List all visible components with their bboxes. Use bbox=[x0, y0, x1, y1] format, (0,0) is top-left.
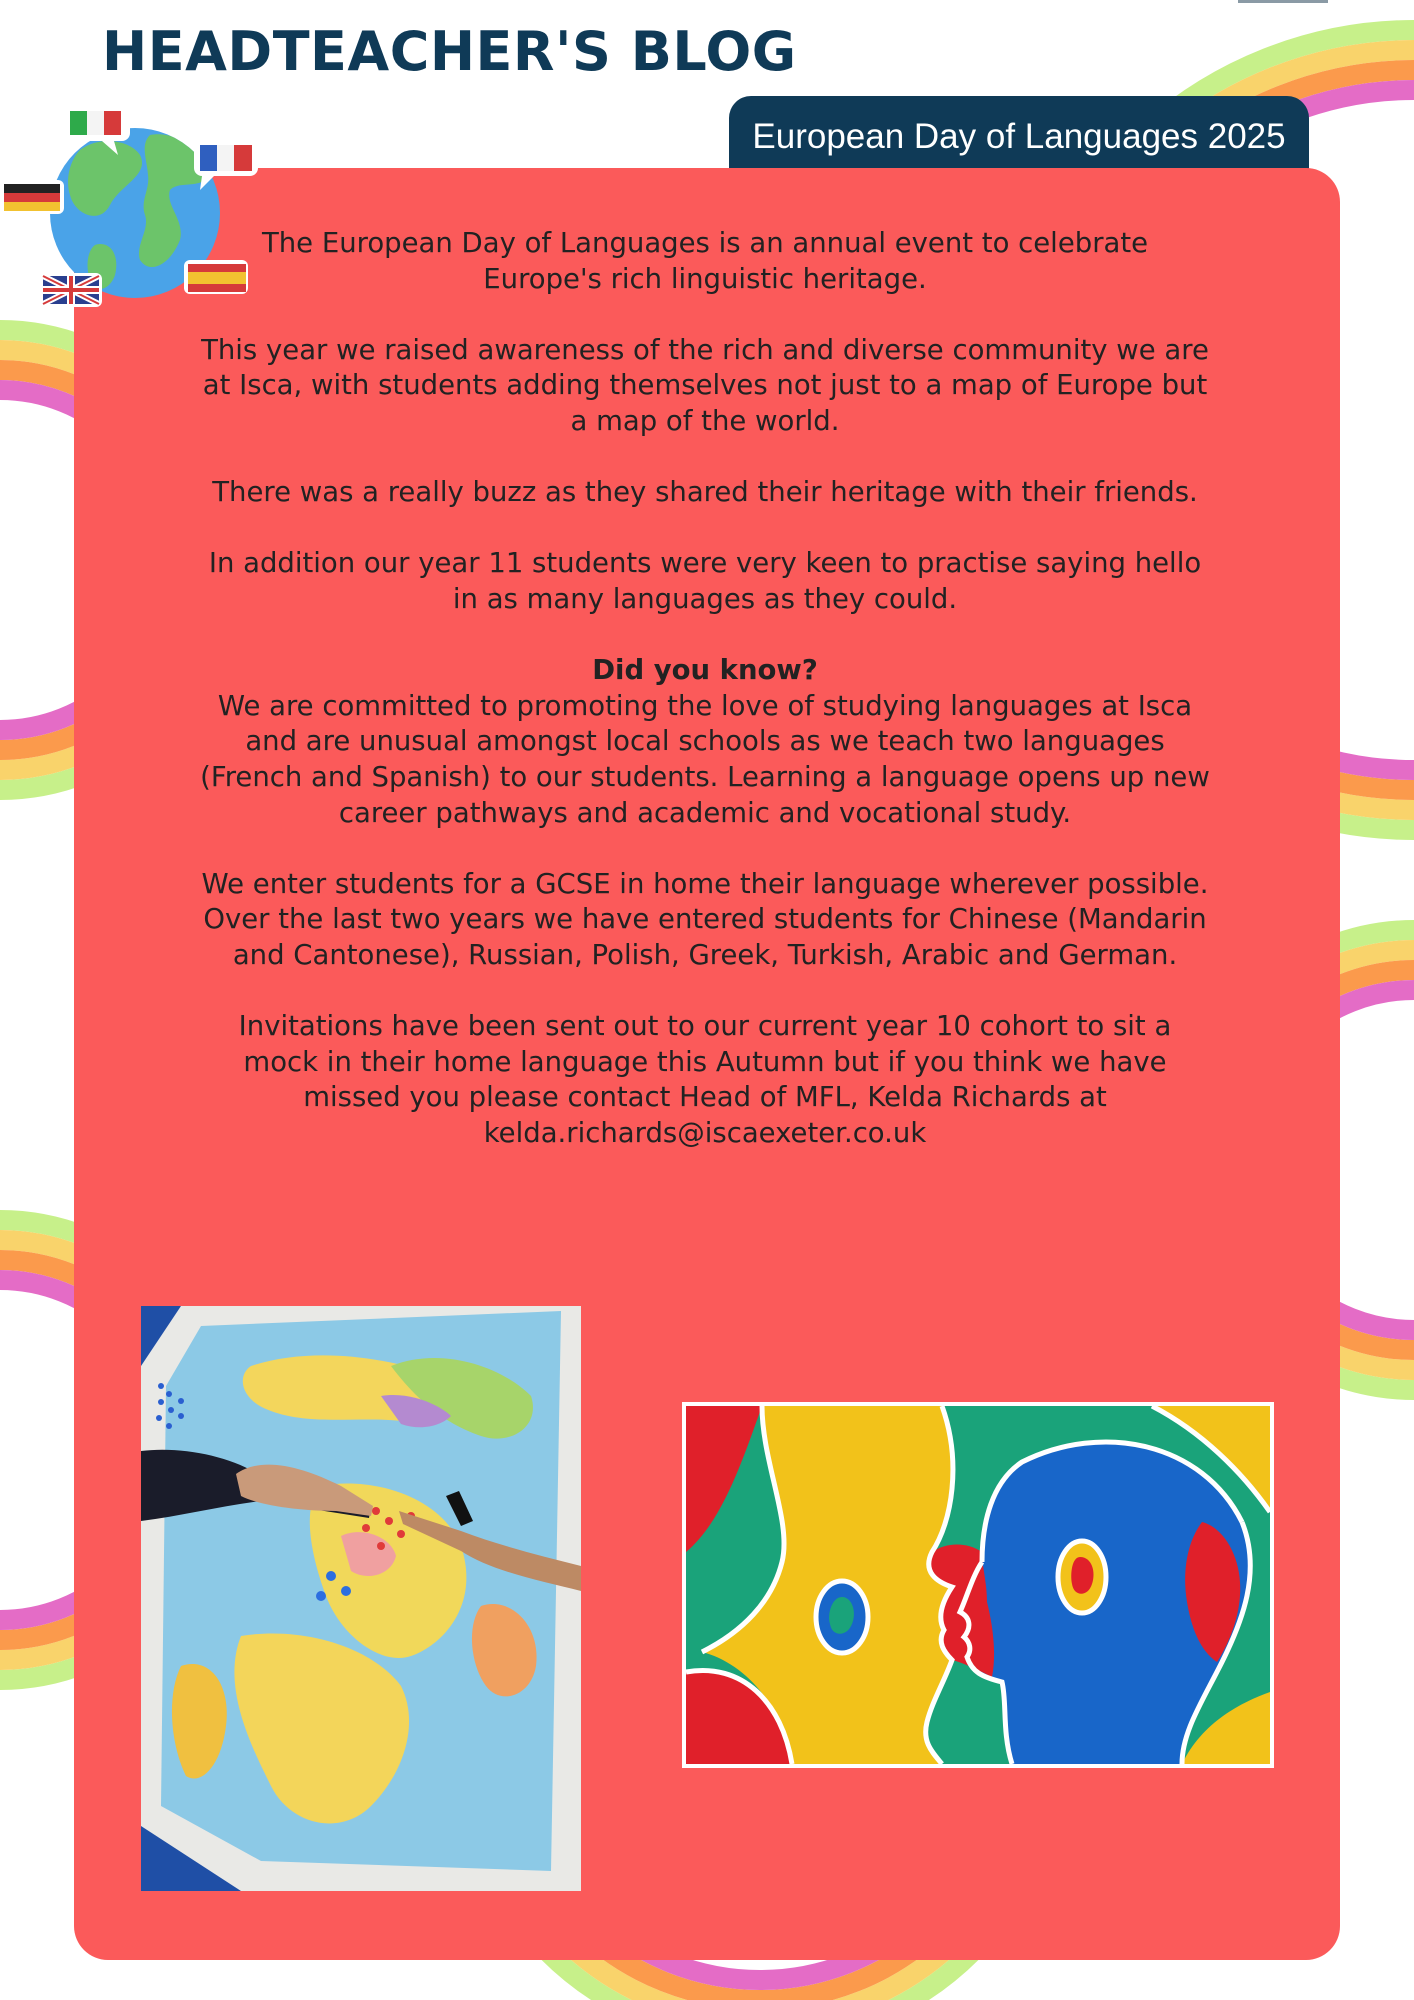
entered-languages-text: Over the last two years we have entered students for Chinese (Mandarin and Cantonese), Russian, Polish, Greek, Turkish, Arabic and German. bbox=[203, 903, 1207, 971]
gcse-home-language-text: We enter students for a GCSE in home their language wherever possible. bbox=[201, 867, 1209, 900]
gcse-section bbox=[200, 867, 1210, 974]
year11-paragraph: In addition our year 11 students were very keen to practise saying hello in as many languages as they could. bbox=[208, 547, 1202, 615]
page-title: HEADTEACHER'S BLOG bbox=[102, 20, 797, 83]
languages-commitment-text: We are committed to promoting the love of studying languages at Isca and are unusual amongst local schools as we teach two languages (French and Spanish) to our students. Learning a language opens up new career pathways and academic and vocational study. bbox=[200, 689, 1210, 829]
intro-paragraph: The European Day of Languages is an annual event to celebrate Europe's rich linguistic heritage. bbox=[261, 227, 1149, 295]
students-map-photo bbox=[141, 1306, 581, 1891]
community-paragraph: This year we raised awareness of the rich and diverse community we are at Isca, with students adding themselves not just to a map of Europe but a map of the world. bbox=[201, 333, 1209, 437]
did-you-know-section bbox=[200, 653, 1210, 831]
invitations-paragraph: Invitations have been sent out to our current year 10 cohort to sit a mock in their home language this Autumn but if you think we have missed you please contact Head of MFL, Kelda Richards at kelda.richards@iscaexeter.co.uk bbox=[238, 1010, 1172, 1149]
edl-logo bbox=[682, 1402, 1274, 1768]
article-body bbox=[200, 226, 1210, 1187]
germany-flag-icon bbox=[0, 180, 64, 214]
did-you-know-heading: Did you know? bbox=[592, 654, 818, 687]
buzz-paragraph: There was a really buzz as they shared their heritage with their friends. bbox=[212, 476, 1198, 509]
france-flag-icon bbox=[194, 140, 258, 190]
event-title-tab: European Day of Languages 2025 bbox=[729, 96, 1309, 178]
uk-flag-icon bbox=[40, 273, 102, 307]
